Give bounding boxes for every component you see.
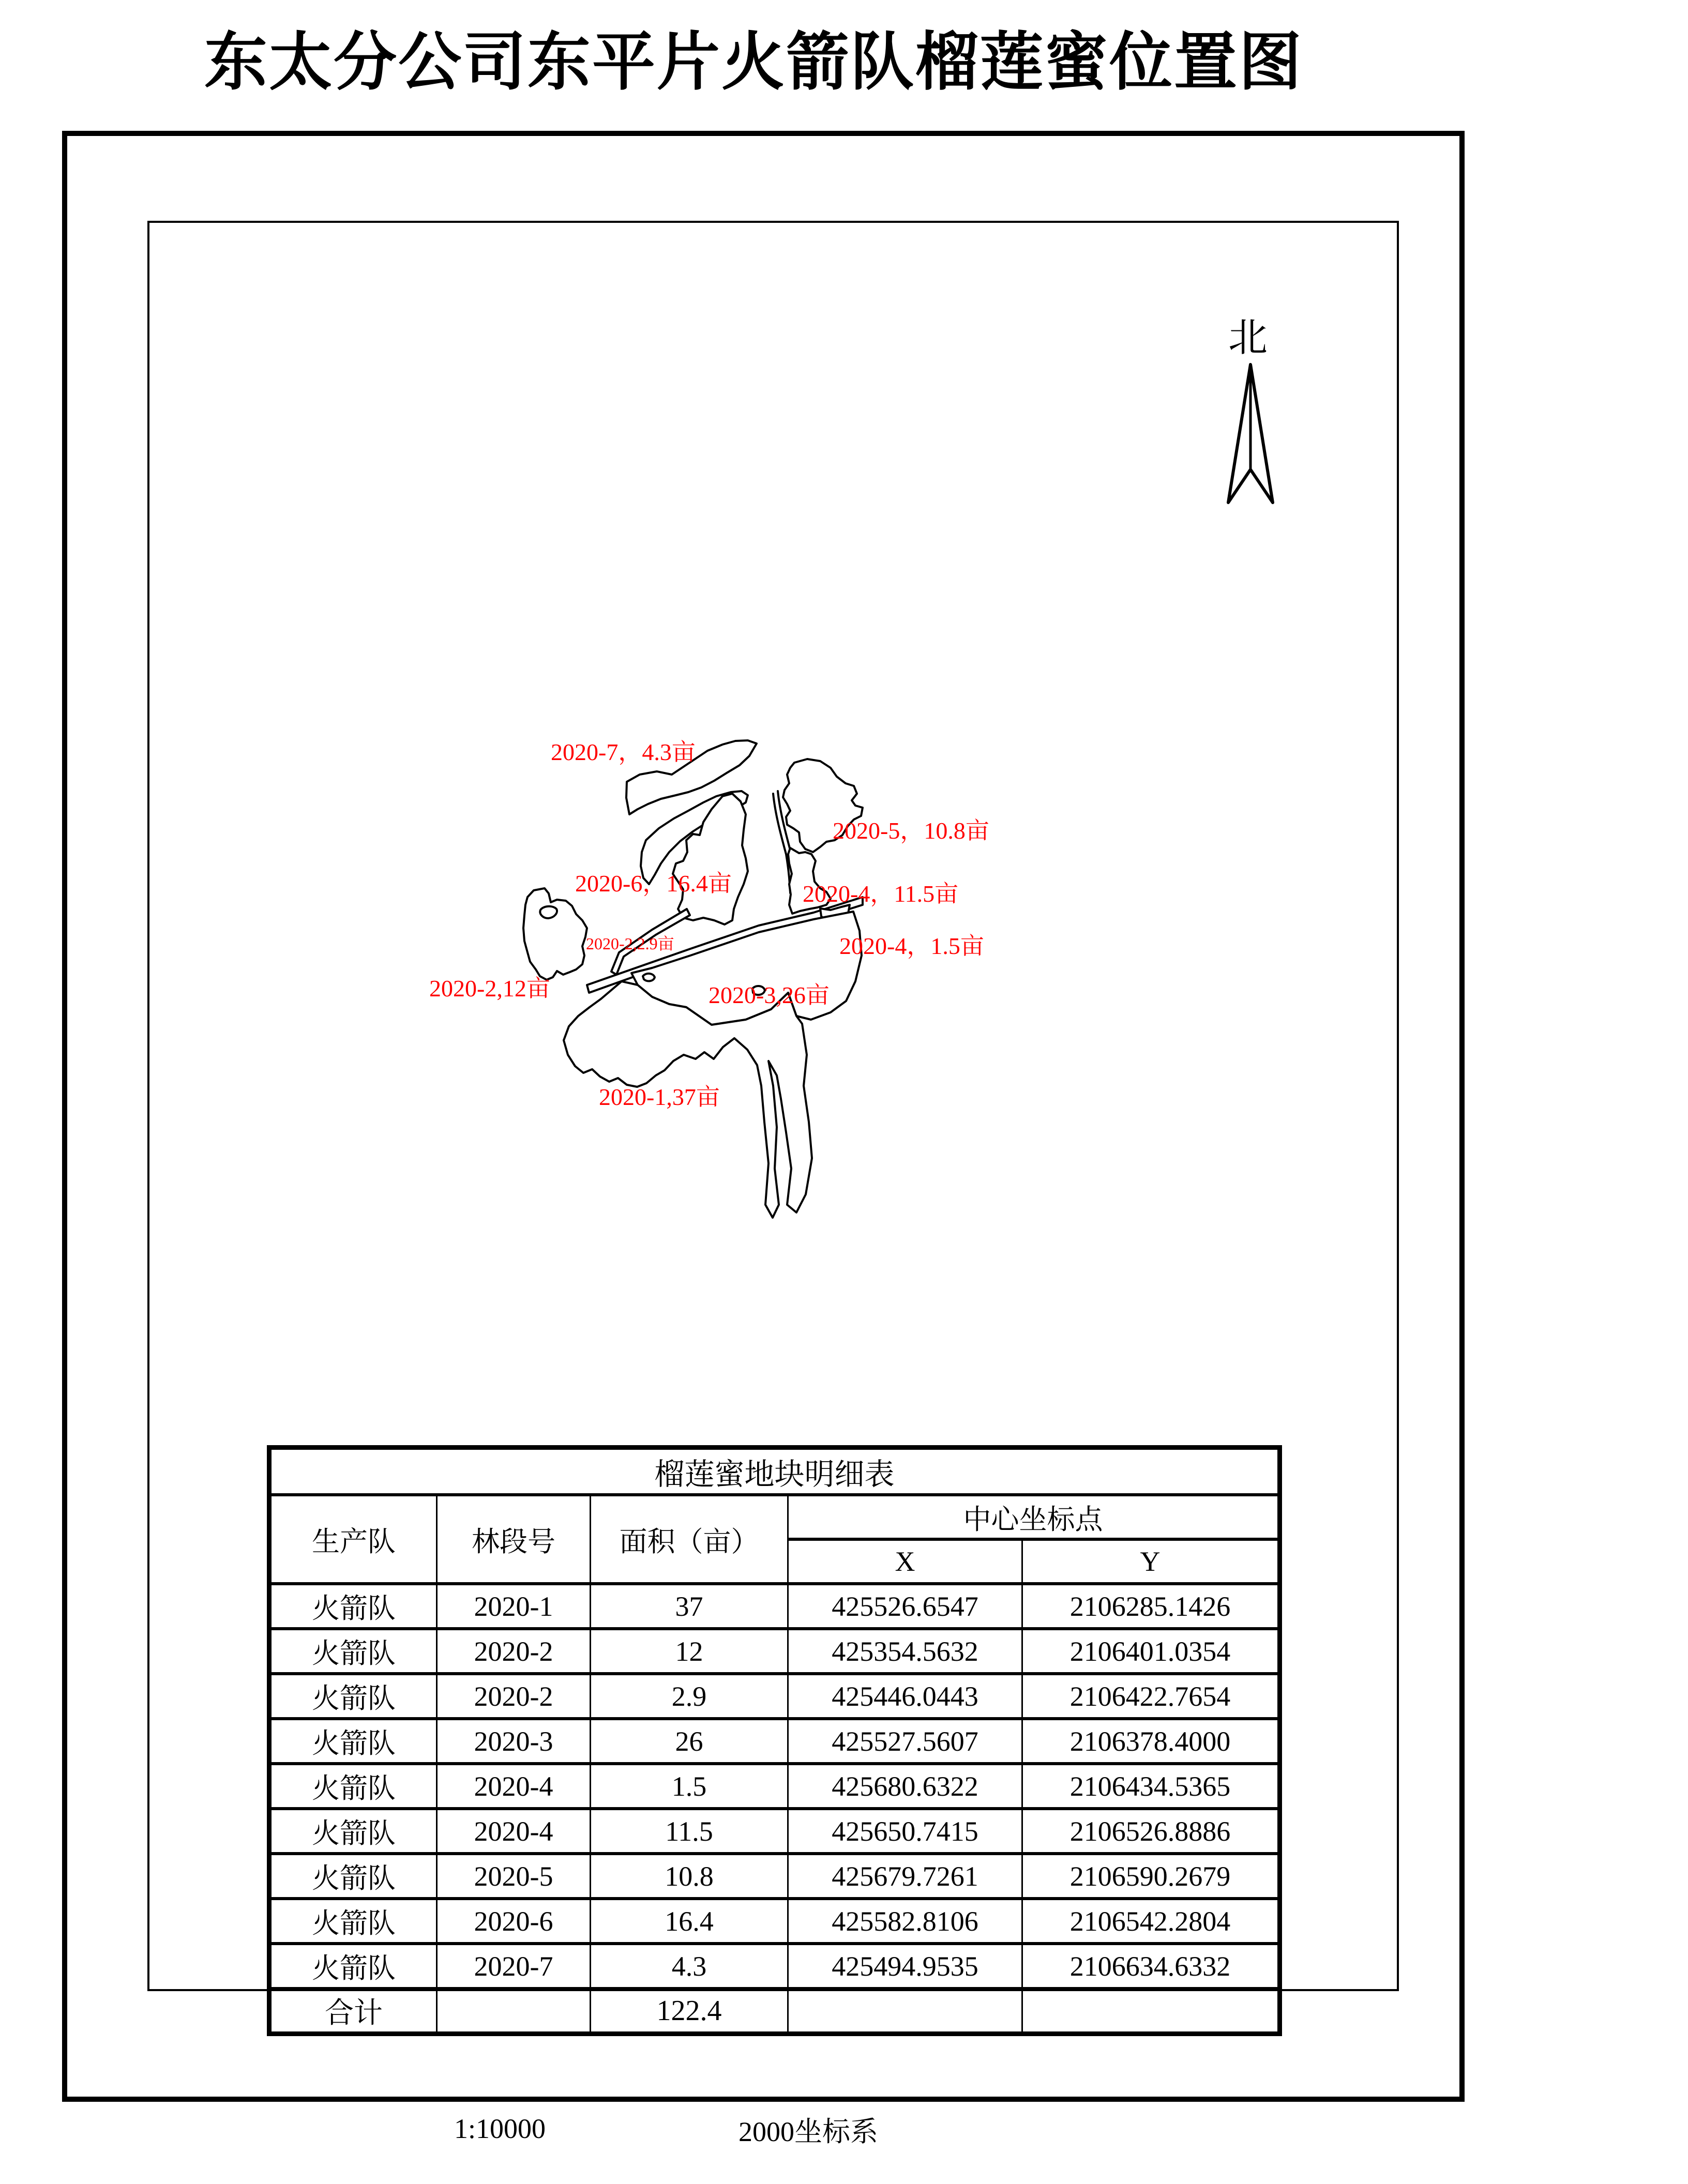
cell-team: 火箭队: [269, 1854, 437, 1899]
parcel-label: 2020-4，11.5亩: [803, 881, 959, 907]
total-area: 122.4: [591, 1989, 788, 2034]
table-row: [269, 1899, 1280, 1944]
table-header-section: 林段号: [437, 1495, 591, 1584]
parcel-outline-2020-2: [523, 888, 587, 980]
parcel-label: 2020-2,12亩: [429, 975, 550, 1002]
cell-section: 2020-2: [437, 1629, 591, 1674]
cell-team: 火箭队: [269, 1629, 437, 1674]
cell-x: 425354.5632: [788, 1629, 1022, 1674]
cell-section: 2020-2: [437, 1674, 591, 1719]
cell-empty: [1022, 1989, 1280, 2034]
cell-team: 火箭队: [269, 1899, 437, 1944]
cell-section: 2020-1: [437, 1584, 591, 1629]
cell-y: 2106526.8886: [1022, 1809, 1280, 1854]
parcel-outlines: [491, 714, 915, 1231]
cell-team: 火箭队: [269, 1944, 437, 1989]
cell-y: 2106378.4000: [1022, 1719, 1280, 1764]
cell-section: 2020-6: [437, 1899, 591, 1944]
table-header-row: [269, 1495, 1280, 1539]
cell-section: 2020-5: [437, 1854, 591, 1899]
parcel-hole: [643, 974, 655, 981]
cell-x: 425582.8106: [788, 1899, 1022, 1944]
cell-x: 425680.6322: [788, 1764, 1022, 1809]
north-label: 北: [1228, 316, 1268, 360]
cell-area: 11.5: [591, 1809, 788, 1854]
table-title: 榴莲蜜地块明细表: [269, 1448, 1280, 1495]
table-row: [269, 1944, 1280, 1989]
crs-label: 2000坐标系: [739, 2116, 878, 2147]
cell-x: 425527.5607: [788, 1719, 1022, 1764]
cell-x: 425494.9535: [788, 1944, 1022, 1989]
cell-section: 2020-4: [437, 1809, 591, 1854]
cell-area: 16.4: [591, 1899, 788, 1944]
table-row: [269, 1584, 1280, 1629]
cell-y: 2106590.2679: [1022, 1854, 1280, 1899]
cell-team: 火箭队: [269, 1674, 437, 1719]
table-row: [269, 1764, 1280, 1809]
cell-team: 火箭队: [269, 1719, 437, 1764]
cell-empty: [788, 1989, 1022, 2034]
cell-area: 37: [591, 1584, 788, 1629]
cell-section: 2020-4: [437, 1764, 591, 1809]
cell-y: 2106542.2804: [1022, 1899, 1280, 1944]
cell-section: 2020-7: [437, 1944, 591, 1989]
table-header-x: X: [788, 1539, 1022, 1584]
table-row: [269, 1674, 1280, 1719]
cell-x: 425526.6547: [788, 1584, 1022, 1629]
cell-x: 425446.0443: [788, 1674, 1022, 1719]
parcel-label: 2020-2,2.9亩: [586, 934, 674, 953]
parcel-inner-loop: [540, 906, 557, 918]
cell-empty: [437, 1989, 591, 2034]
table-title-row: [269, 1448, 1280, 1495]
cell-area: 1.5: [591, 1764, 788, 1809]
cell-x: 425650.7415: [788, 1809, 1022, 1854]
table-row: [269, 1854, 1280, 1899]
table-header-team: 生产队: [269, 1495, 437, 1584]
parcel-label: 2020-4，1.5亩: [839, 933, 984, 959]
table-row: [269, 1719, 1280, 1764]
parcel-table: [267, 1445, 1282, 2036]
cell-team: 火箭队: [269, 1764, 437, 1809]
table-header-area: 面积（亩）: [591, 1495, 788, 1584]
cell-area: 10.8: [591, 1854, 788, 1899]
table-header-center: 中心坐标点: [788, 1495, 1280, 1539]
cell-x: 425679.7261: [788, 1854, 1022, 1899]
cell-y: 2106422.7654: [1022, 1674, 1280, 1719]
cell-y: 2106401.0354: [1022, 1629, 1280, 1674]
table-row: [269, 1809, 1280, 1854]
page-title: 东太分公司东平片火箭队榴莲蜜位置图: [204, 27, 1303, 97]
parcel-label: 2020-6，16.4亩: [575, 870, 732, 897]
cell-area: 2.9: [591, 1674, 788, 1719]
parcel-label: 2020-3,26亩: [709, 982, 830, 1008]
parcel-label: 2020-7，4.3亩: [551, 739, 696, 765]
cell-team: 火箭队: [269, 1809, 437, 1854]
cell-area: 26: [591, 1719, 788, 1764]
cell-section: 2020-3: [437, 1719, 591, 1764]
north-arrow-icon: [1222, 362, 1279, 509]
cell-area: 4.3: [591, 1944, 788, 1989]
cell-team: 火箭队: [269, 1584, 437, 1629]
table-total-row: [269, 1989, 1280, 2034]
cell-y: 2106285.1426: [1022, 1584, 1280, 1629]
scale-label: 1:10000: [454, 2113, 546, 2144]
parcel-label: 2020-5，10.8亩: [833, 817, 989, 844]
cell-y: 2106434.5365: [1022, 1764, 1280, 1809]
table-row: [269, 1629, 1280, 1674]
total-label: 合计: [269, 1989, 437, 2034]
cell-area: 12: [591, 1629, 788, 1674]
table-header-y: Y: [1022, 1539, 1280, 1584]
cell-y: 2106634.6332: [1022, 1944, 1280, 1989]
parcel-label: 2020-1,37亩: [599, 1084, 720, 1110]
